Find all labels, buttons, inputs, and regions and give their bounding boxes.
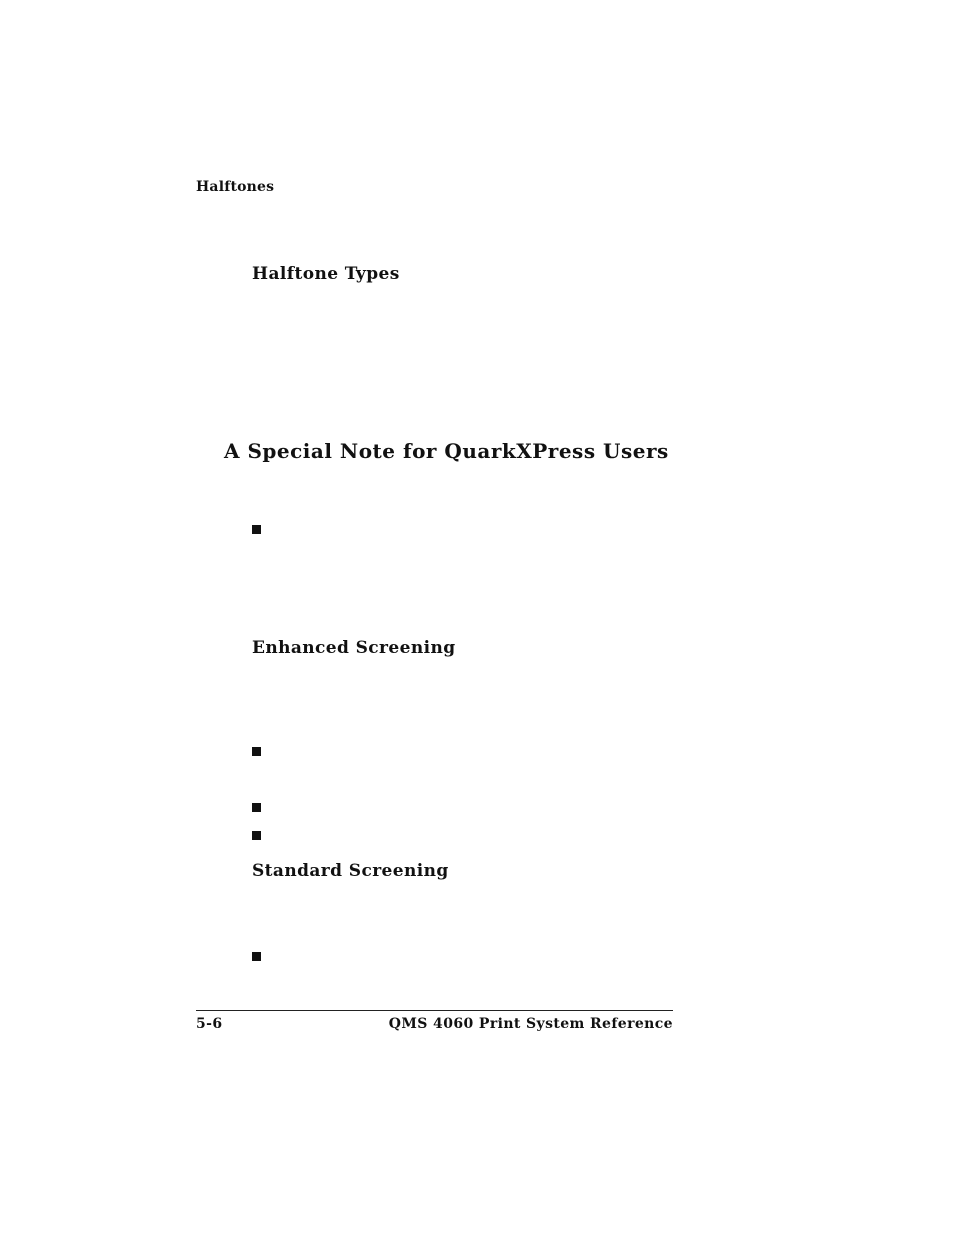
bullet-marker <box>252 525 261 534</box>
bullet-marker <box>252 747 261 756</box>
bullet-marker <box>252 952 261 961</box>
heading-enhanced-screening: Enhanced Screening <box>252 638 456 658</box>
heading-quarkxpress-note: A Special Note for QuarkXPress Users <box>224 439 669 463</box>
heading-standard-screening: Standard Screening <box>252 861 449 881</box>
bullet-marker <box>252 831 261 840</box>
book-title: QMS 4060 Print System Reference <box>388 1016 673 1032</box>
running-header: Halftones <box>196 179 275 195</box>
bullet-marker <box>252 803 261 812</box>
page-number: 5-6 <box>196 1016 223 1032</box>
footer-divider <box>196 1010 673 1011</box>
heading-halftone-types: Halftone Types <box>252 264 400 284</box>
